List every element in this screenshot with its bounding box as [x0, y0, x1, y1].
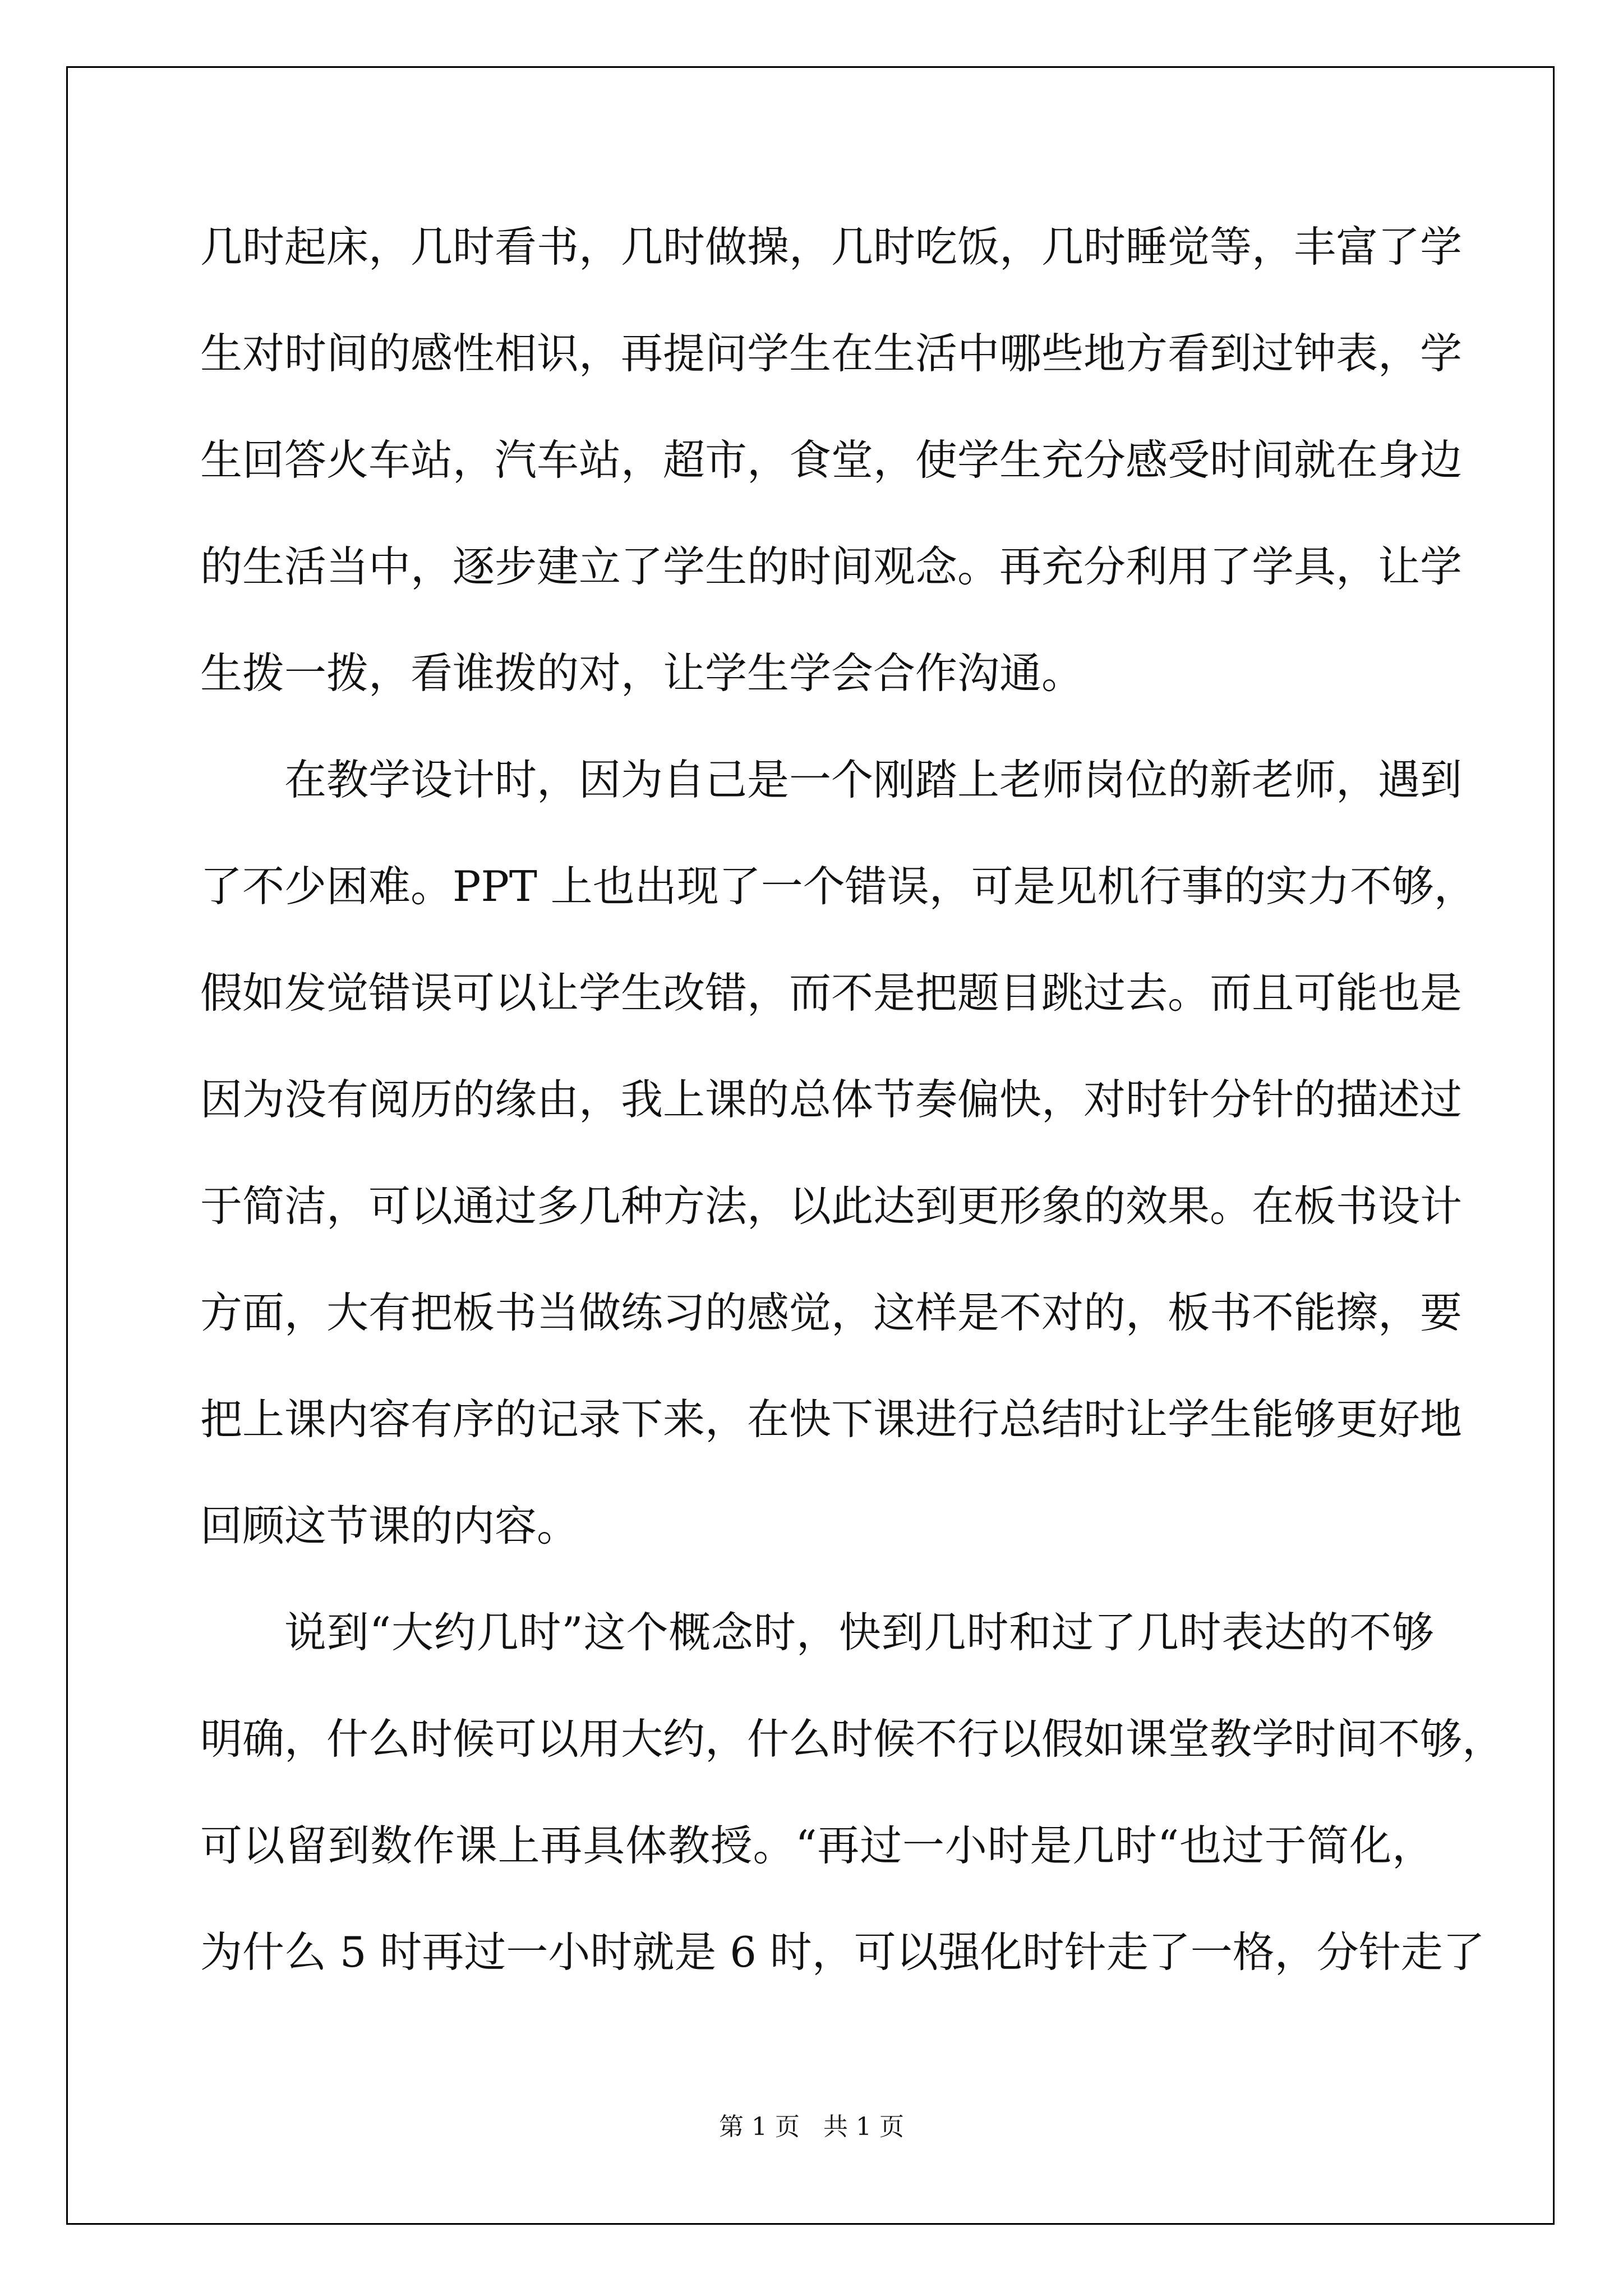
text-line-3: 生回答火车站，汽车站，超市，食堂，使学生充分感受时间就在身边 — [200, 435, 1463, 485]
text-line-13: 回顾这节课的内容。 — [200, 1501, 579, 1550]
document-body — [200, 219, 1505, 2031]
text-line-7: 了不少困难。PPT 上也出现了一个错误，可是见机行事的实力不够， — [200, 862, 1476, 911]
text-line-16: 可以留到数作课上再具体教授。“再过一小时是几时“也过于简化， — [200, 1821, 1434, 1870]
text-line-12: 把上课内容有序的记录下来，在快下课进行总结时让学生能够更好地 — [200, 1395, 1463, 1444]
text-line-8: 假如发觉错误可以让学生改错，而不是把题目跳过去。而且可能也是 — [200, 968, 1463, 1018]
text-line-11: 方面，大有把板书当做练习的感觉，这样是不对的，板书不能擦，要 — [200, 1288, 1463, 1337]
page-footer: 第 1 页 共 1 页 — [719, 2113, 904, 2141]
text-line-14: 说到“大约几时”这个概念时，快到几时和过了几时表达的不够 — [284, 1608, 1434, 1657]
text-line-5: 生拨一拨，看谁拨的对，让学生学会合作沟通。 — [200, 648, 1084, 698]
text-line-17: 为什么 5 时再过一小时就是 6 时，可以强化时针走了一格，分针走了 — [200, 1927, 1485, 1977]
text-line-1: 几时起床，几时看书，几时做操，几时吃饭，几时睡觉等，丰富了学 — [200, 222, 1463, 272]
text-line-6: 在教学设计时，因为自己是一个刚踏上老师岗位的新老师，遇到 — [284, 755, 1463, 804]
text-line-9: 因为没有阅历的缘由，我上课的总体节奏偏快，对时针分针的描述过 — [200, 1075, 1463, 1124]
text-line-2: 生对时间的感性相识，再提问学生在生活中哪些地方看到过钟表，学 — [200, 329, 1463, 378]
text-line-4: 的生活当中，逐步建立了学生的时间观念。再充分利用了学具，让学 — [200, 542, 1463, 591]
text-line-15: 明确，什么时候可以用大约，什么时候不行以假如课堂教学时间不够， — [200, 1714, 1505, 1764]
text-line-10: 于简洁，可以通过多几种方法，以此达到更形象的效果。在板书设计 — [200, 1181, 1463, 1231]
